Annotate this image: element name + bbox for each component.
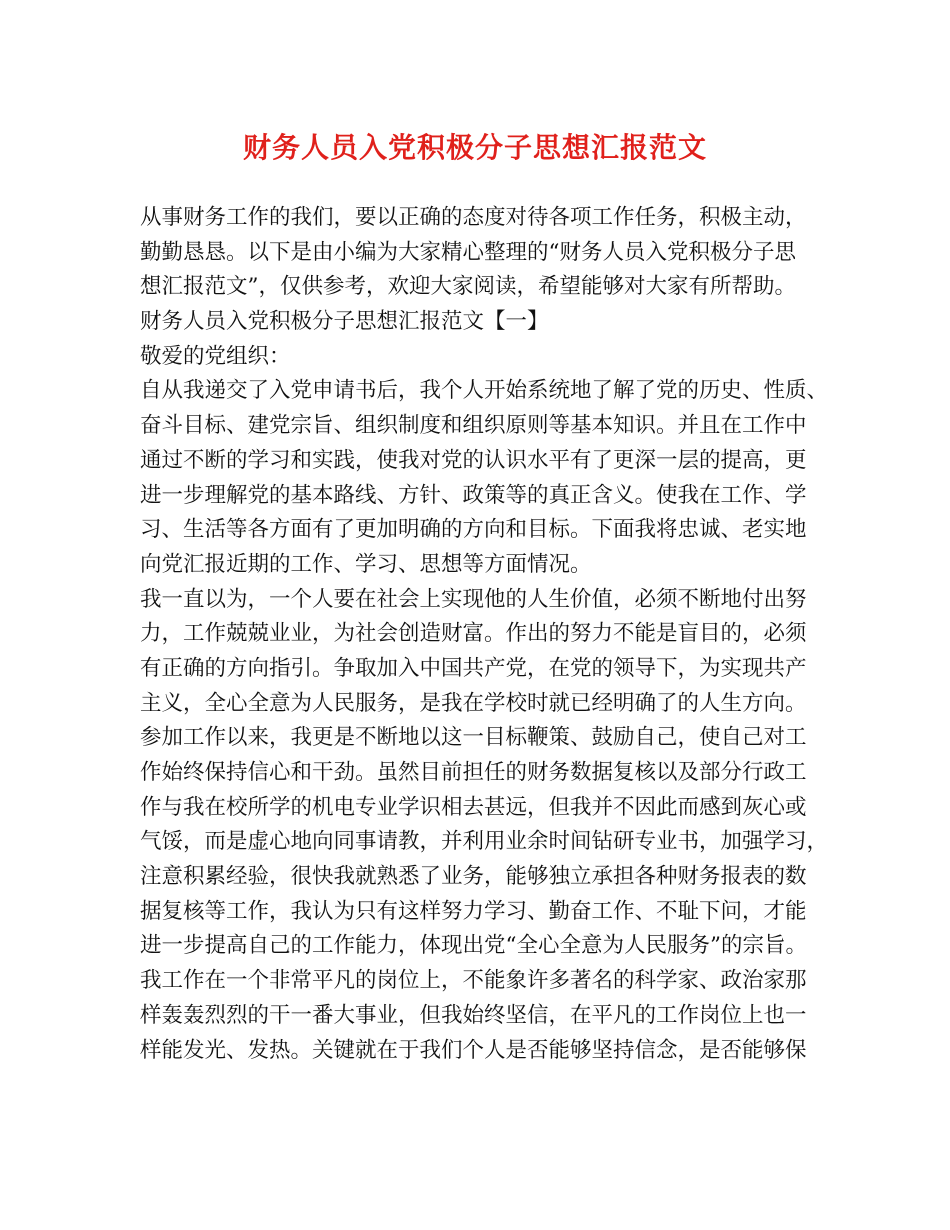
document-body <box>140 201 830 1068</box>
text-line: 从事财务工作的我们，要以正确的态度对待各项工作任务，积极主动， <box>140 205 807 230</box>
text-line: 作始终保持信心和干劲。虽然目前担任的财务数据复核以及部分行政工 <box>140 760 807 785</box>
text-line: 勤勤恳恳。以下是由小编为大家精心整理的“财务人员入党积极分子思 <box>140 239 796 265</box>
text-line: 据复核等工作，我认为只有这样努力学习、勤奋工作、不耻下问，才能 <box>140 898 807 924</box>
text-line: 作与我在校所学的机电专业学识相去甚远，但我并不因此而感到灰心或 <box>140 794 807 820</box>
text-line: 参加工作以来，我更是不断地以这一目标鞭策、鼓励自己，使自己对工 <box>140 725 807 751</box>
text-line: 通过不断的学习和实践，使我对党的认识水平有了更深一层的提高，更 <box>140 447 807 473</box>
text-line: 力，工作兢兢业业，为社会创造财富。作出的努力不能是盲目的，必须 <box>140 621 807 647</box>
text-line: 奋斗目标、建党宗旨、组织制度和组织原则等基本知识。并且在工作中 <box>140 413 807 439</box>
text-line: 有正确的方向指引。争取加入中国共产党，在党的领导下，为实现共产 <box>140 655 807 681</box>
text-line: 我工作在一个非常平凡的岗位上，不能象许多著名的科学家、政治家那 <box>140 968 807 994</box>
text-line: 样能发光、发热。关键就在于我们个人是否能够坚持信念，是否能够保 <box>140 1037 807 1063</box>
section-heading: 财务人员入党积极分子思想汇报范文【一】 <box>140 309 549 335</box>
text-line: 自从我递交了入党申请书后，我个人开始系统地了解了党的历史、性质、 <box>140 378 829 404</box>
text-line: 我一直以为，一个人要在社会上实现他的人生价值，必须不断地付出努 <box>140 586 807 612</box>
text-line: 样轰轰烈烈的干一番大事业，但我始终坚信，在平凡的工作岗位上也一 <box>140 1002 807 1028</box>
text-line: 进一步理解党的基本路线、方针、政策等的真正含义。使我在工作、学 <box>140 482 807 508</box>
text-line: 习、生活等各方面有了更加明确的方向和目标。下面我将忠诚、老实地 <box>140 517 807 543</box>
text-line: 注意积累经验，很快我就熟悉了业务，能够独立承担各种财务报表的数 <box>140 864 807 890</box>
document-title: 财务人员入党积极分子思想汇报范文 <box>242 131 707 164</box>
salutation: 敬爱的党组织： <box>140 343 291 369</box>
text-line: 主义，全心全意为人民服务，是我在学校时就已经明确了的人生方向。 <box>140 690 807 716</box>
text-line: 想汇报范文”，仅供参考，欢迎大家阅读，希望能够对大家有所帮助。 <box>140 274 796 300</box>
text-line: 向党汇报近期的工作、学习、思想等方面情况。 <box>140 551 592 577</box>
text-line: 气馁，而是虚心地向同事请教，并利用业余时间钻研专业书，加强学习， <box>140 829 829 855</box>
text-line: 进一步提高自己的工作能力，体现出党“全心全意为人民服务”的宗旨。 <box>140 933 807 959</box>
